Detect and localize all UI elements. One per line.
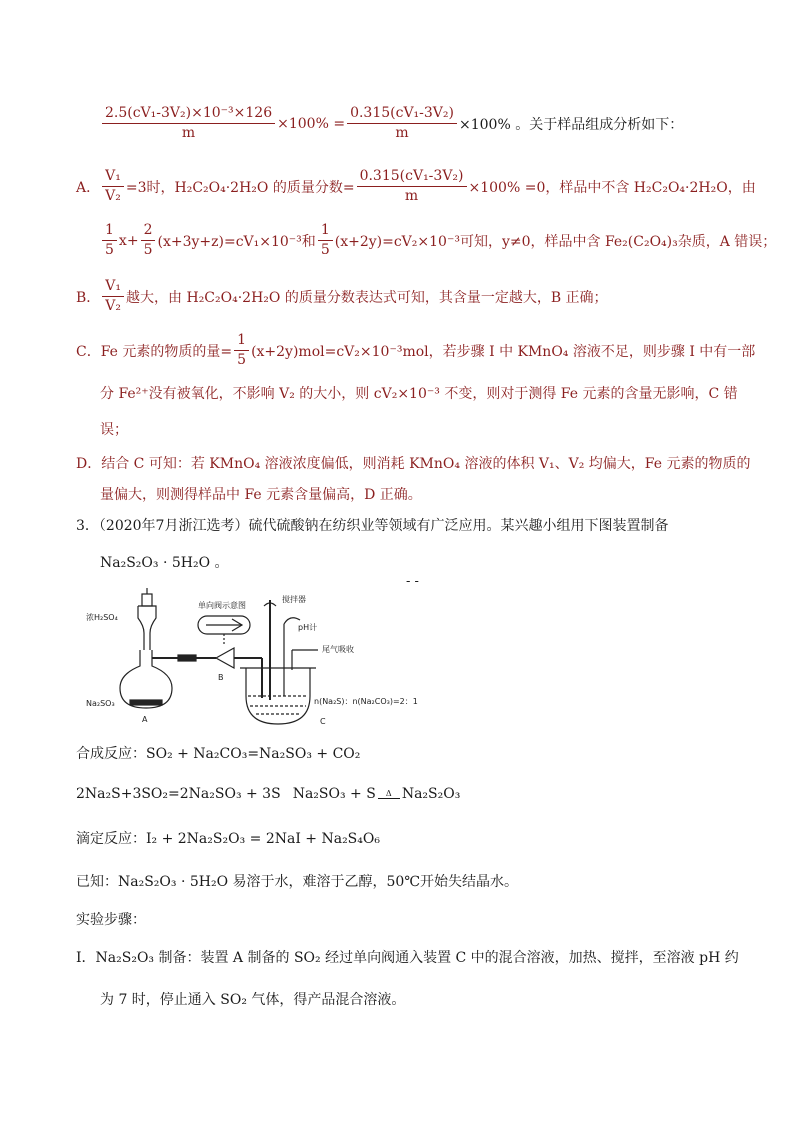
label-h2so4: 浓H₂SO₄ <box>86 613 118 622</box>
heating-arrow <box>378 790 400 799</box>
reaction-line-2 <box>76 786 460 802</box>
option-a-l2-text2: (x+3y+z)=cV₁×10⁻³和 <box>157 233 316 250</box>
label-na2so3: Na₂SO₃ <box>86 699 115 708</box>
top-frac-1-num: 2.5(cV₁-3V₂)×10⁻³×126 <box>102 105 275 124</box>
option-c-line2: 分 Fe²⁺没有被氧化，不影响 V₂ 的大小，则 cV₂×10⁻³ 不变，则对于测得 Fe 元素的含量无影响，C 错 <box>100 386 738 402</box>
option-a-text2: ×100% =0，样品中不含 H₂C₂O₄·2H₂O，由 <box>468 179 756 196</box>
option-b-ratio <box>102 278 124 315</box>
stray-dash-mark: - - <box>406 574 419 589</box>
option-a-l2-frac2 <box>141 222 156 259</box>
option-b-ratio-den: V₂ <box>105 298 122 314</box>
reaction-synthesis: 合成反应：SO₂ + Na₂CO₃=Na₂SO₃ + CO₂ <box>76 746 361 762</box>
question-3-line1: 3．（2020年7月浙江选考）硫代硫酸钠在纺织业等领域有广泛应用。某兴趣小组用下图装置制备 <box>76 518 669 534</box>
option-b-label: B． <box>76 289 101 306</box>
label-a: A <box>142 715 148 724</box>
frac-num: 1 <box>234 332 249 351</box>
top-formula <box>100 105 683 142</box>
na2so3-solid <box>130 700 162 705</box>
option-c-text1: Fe 元素的物质的量= <box>100 343 233 360</box>
frac-den: 5 <box>237 352 247 368</box>
one-way-valve-b <box>216 648 234 668</box>
option-d-line2: 量偏大，则测得样品中 Fe 元素含量偏高，D 正确。 <box>100 487 422 503</box>
option-a-line2 <box>100 222 776 259</box>
label-ratio: n(Na₂S)：n(Na₂CO₃)=2：1 <box>314 697 418 706</box>
option-a-line1 <box>76 168 756 205</box>
option-c-line1 <box>76 332 755 369</box>
frac-den: 5 <box>105 242 114 258</box>
reaction-2b-left: Na₂SO₃ + S <box>292 786 376 802</box>
reaction-2a: 2Na₂S+3SO₂=2Na₂SO₃ + 3S <box>76 786 281 802</box>
top-frac-1 <box>102 105 275 142</box>
reaction-2b-right: Na₂S₂O₃ <box>401 786 461 802</box>
option-d-label: D． <box>76 456 102 472</box>
option-a-label: A． <box>76 179 101 196</box>
option-a-l2-frac3 <box>318 222 333 259</box>
option-b-ratio-num: V₁ <box>102 278 124 297</box>
label-valve: 单向阀示意图 <box>198 601 246 610</box>
top-formula-tail: ×100% 。关于样品组成分析如下： <box>459 116 684 133</box>
frac-den: 5 <box>320 242 330 258</box>
option-b-text: 越大，由 H₂C₂O₄·2H₂O 的质量分数表达式可知，其含量一定越大，B 正确； <box>126 289 608 306</box>
option-a-ratio-den: V₂ <box>105 188 121 204</box>
label-tail-gas: 尾气吸收 <box>322 645 354 654</box>
label-stirrer: 搅拌器 <box>282 595 306 604</box>
label-b: B <box>218 673 224 682</box>
apparatus-diagram <box>86 588 422 726</box>
option-c-frac <box>234 332 249 369</box>
option-c-text2: (x+2y)mol=cV₂×10⁻³mol，若步骤 I 中 KMnO₄ 溶液不足，则步骤 I 中有一部 <box>251 343 756 360</box>
option-a-l2-text1: x+ <box>118 232 139 249</box>
question-3-line2: Na₂S₂O₃ · 5H₂O 。 <box>100 555 229 571</box>
frac-den: 5 <box>143 242 153 258</box>
top-frac-1-den: m <box>181 125 196 141</box>
label-ph: pH计 <box>298 623 318 632</box>
option-c-line3: 误； <box>100 422 128 438</box>
steps-heading: 实验步骤： <box>76 912 146 928</box>
option-a-l2-frac1 <box>102 222 117 259</box>
option-a-l2-text3: (x+2y)=cV₂×10⁻³可知，y≠0，样品中含 Fe₂(C₂O₄)₃杂质，A 错误； <box>334 233 777 250</box>
dropping-funnel <box>138 606 144 650</box>
frac-num: 2 <box>141 222 156 241</box>
option-c-label: C． <box>76 343 101 360</box>
option-a-ratio <box>102 168 124 205</box>
option-a-frac-den: m <box>404 188 419 204</box>
option-a-ratio-num: V₁ <box>102 168 124 187</box>
top-formula-mid: ×100% = <box>277 115 346 132</box>
frac-num: 1 <box>102 222 117 241</box>
top-frac-2-num: 0.315(cV₁-3V₂) <box>347 105 457 124</box>
known-info: 已知：Na₂S₂O₃ · 5H₂O 易溶于水，难溶于乙醇，50℃开始失结晶水。 <box>76 874 518 890</box>
option-a-text1: =3时，H₂C₂O₄·2H₂O 的质量分数= <box>125 179 355 196</box>
step-1-line1: I．Na₂S₂O₃ 制备：装置 A 制备的 SO₂ 经过单向阀通入装置 C 中的混合溶液，加热、搅拌，至溶液 pH 约 <box>76 950 739 966</box>
top-frac-2 <box>347 105 457 142</box>
option-a-frac <box>357 168 467 205</box>
top-frac-2-den: m <box>395 125 409 141</box>
option-d-text1: 结合 C 可知：若 KMnO₄ 溶液浓度偏低，则消耗 KMnO₄ 溶液的体积 V₁、V₂ 均偏大，Fe 元素的物质的 <box>101 456 751 472</box>
option-a-frac-num: 0.315(cV₁-3V₂) <box>357 168 467 187</box>
label-c: C <box>320 717 326 726</box>
option-d-line1 <box>76 453 750 473</box>
reaction-titration: 滴定反应：I₂ + 2Na₂S₂O₃ = 2NaI + Na₂S₄O₆ <box>76 831 380 847</box>
delta-sign: Δ <box>385 788 392 798</box>
option-b <box>76 278 608 315</box>
step-1-line2: 为 7 时，停止通入 SO₂ 气体，得产品混合溶液。 <box>100 992 406 1008</box>
frac-num: 1 <box>318 222 333 241</box>
